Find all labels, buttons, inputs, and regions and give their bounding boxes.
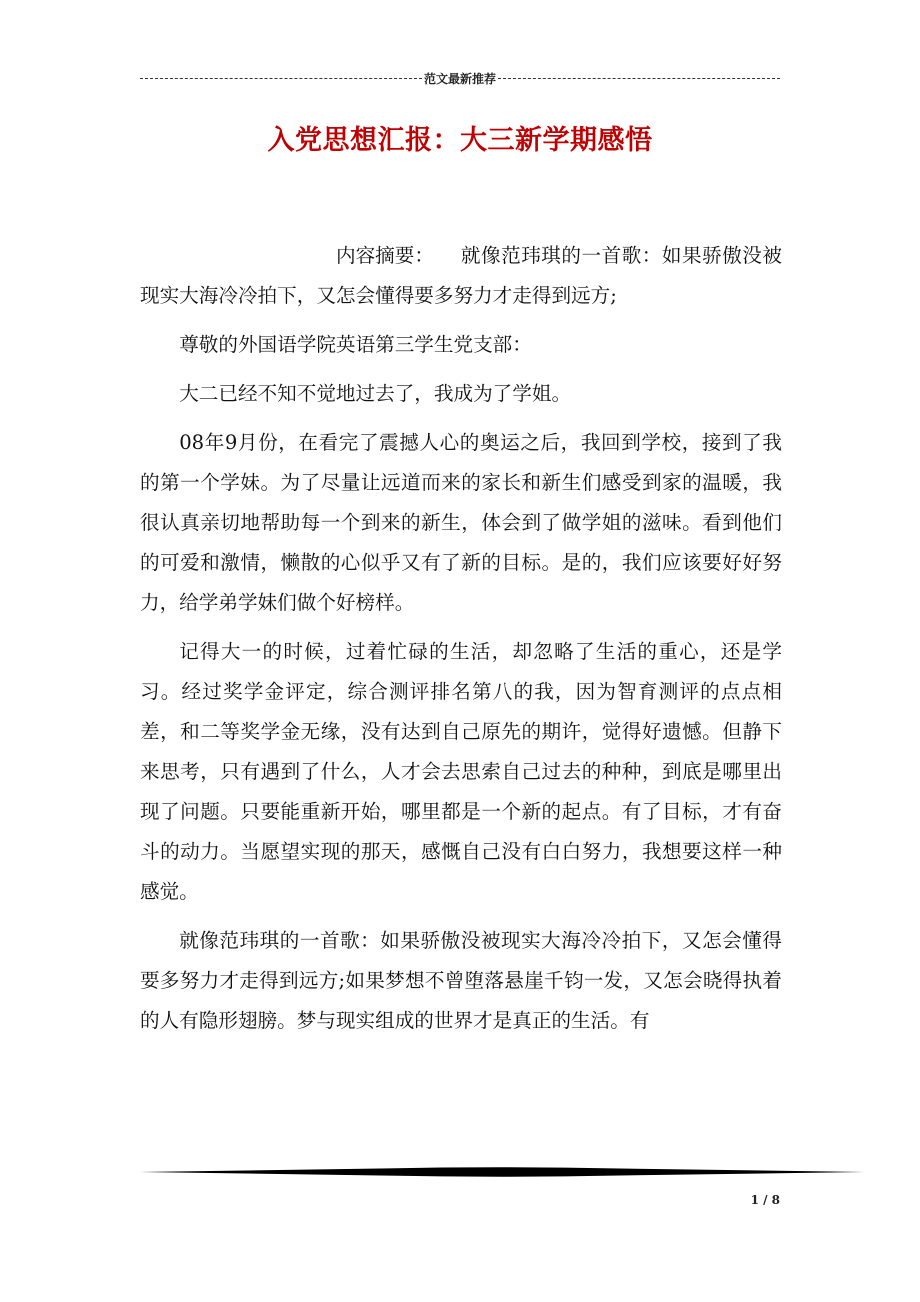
header-label: 范文最新推荐 [424,71,497,86]
footer-rule [140,1165,864,1179]
paragraph-1: 大二已经不知不觉地过去了，我成为了学姐。 [179,382,572,405]
document-body [140,236,782,1050]
header-dash-right [498,78,780,79]
paragraph-salutation: 尊敬的外国语学院英语第三学生党支部： [179,333,532,356]
abstract-paragraph [140,236,782,316]
paragraph-2: 08年9月份，在看完了震撼人心的奥运之后，我回到学校，接到了我的第一个学妹。为了尽量让远道而来的家长和新生们感受到家的温暖，我很认真亲切地帮助每一个到来的新生，体会到了做学姐的滋味。看到他们的可爱和激情，懒散的心似乎又有了新的目标。是的，我们应该要好好努力，给学弟学妹们做个好榜样。 [140,431,782,614]
page-number: 1 / 8 [750,1193,780,1207]
abstract-label: 内容摘要： [336,244,434,267]
page-header [140,68,780,88]
header-dash-left [140,78,422,79]
paragraph-3: 记得大一的时候，过着忙碌的生活，却忽略了生活的重心，还是学习。经过奖学金评定，综合测评排名第八的我，因为智育测评的点点相差，和二等奖学金无缘，没有达到自己原先的期许，觉得好遗憾。但静下来思考，只有遇到了什么，人才会去思索自己过去的种种，到底是哪里出现了问题。只要能重新开始，哪里都是一个新的起点。有了目标，才有奋斗的动力。当愿望实现的那天，感慨自己没有白白努力，我想要这样一种感觉。 [140,640,782,903]
document-title: 入党思想汇报：大三新学期感悟 [267,125,653,156]
paragraph-4: 就像范玮琪的一首歌：如果骄傲没被现实大海冷冷拍下，又怎会懂得要多努力才走得到远方;如果梦想不曾堕落悬崖千钧一发，又怎会晓得执着的人有隐形翅膀。梦与现实组成的世界才是真正的生活。有 [140,929,782,1032]
abstract-text: 就像范玮琪的一首歌：如果骄傲没被现实大海冷冷拍下，又怎会懂得要多努力才走得到远方; [140,244,782,307]
